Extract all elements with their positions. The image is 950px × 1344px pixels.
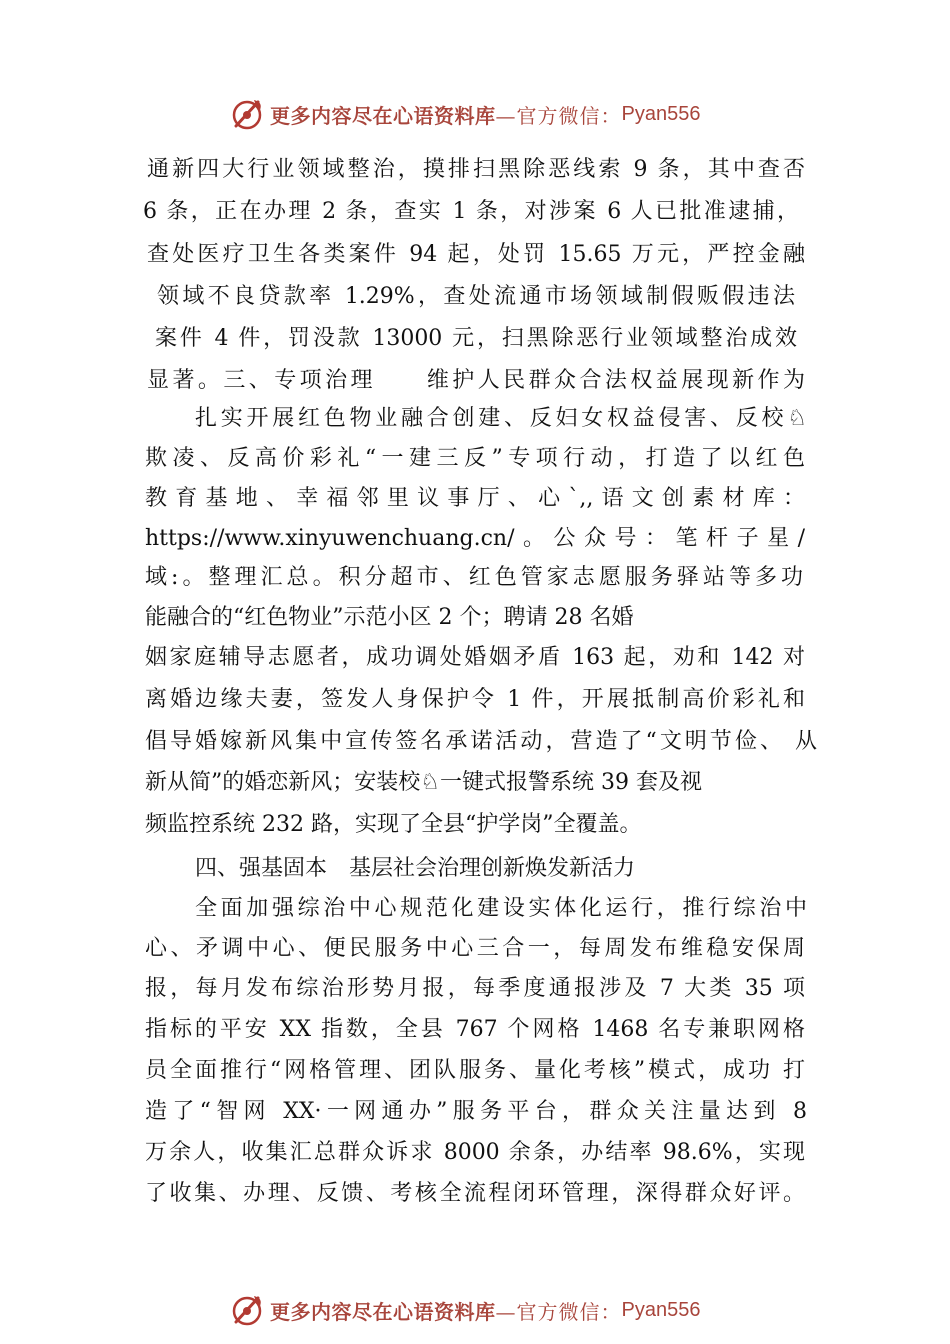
text-line: 万余人，收集汇总群众诉求 8000 余条，办结率 98.6%，实现 <box>145 1140 805 1165</box>
section-heading-3: 显著。三、专项治理 维护人民群众合法权益展现新作为 <box>147 367 805 392</box>
text-line: 6 条，正在办理 2 条，查实 1 条，对涉案 6 人已批准逮捕， <box>143 199 799 224</box>
text-line: 欺凌、反高价彩礼“一建三反”专项行动，打造了以红色 <box>145 446 805 471</box>
text-line: 教育基地、幸福邻里议事厅、心`,,语文创素材库： <box>145 486 805 511</box>
text-line: 倡导婚嫁新风集中宣传签名承诺活动，营造了“文明节俭、 从 <box>145 729 817 754</box>
text-line: 报，每月发布综治形势月报，每季度通报涉及 7 大类 35 项 <box>145 976 805 1001</box>
text-line: 频监控系统 232 路，实现了全县“护学岗”全覆盖。 <box>145 812 642 837</box>
text-line: 新从简”的婚恋新风；安装校♘一键式报警系统 39 套及视 <box>145 770 702 795</box>
watermark-banner-top <box>230 94 700 134</box>
watermark-wechat-id: Pyan556 <box>621 102 701 125</box>
text-line: 指标的平安 XX 指数，全县 767 个网格 1468 名专兼职网格 <box>145 1017 805 1042</box>
text-line: 姻家庭辅导志愿者，成功调处婚姻矛盾 163 起，劝和 142 对 <box>145 645 805 670</box>
text-line: 了收集、办理、反馈、考核全流程闭环管理，深得群众好评。 <box>145 1181 805 1206</box>
watermark-sub-text: —官方微信： <box>495 103 622 128</box>
watermark-banner-bottom <box>230 1290 700 1330</box>
text-line: 心、矛调中心、便民服务中心三合一，每周发布维稳安保周 <box>145 936 805 961</box>
watermark-wechat-id: Pyan556 <box>621 1298 701 1321</box>
watermark-sub-text: —官方微信： <box>495 1299 622 1324</box>
text-line: 案件 4 件，罚没款 13000 元，扫黑除恶行业领域整治成效 <box>155 326 797 351</box>
text-line: https://www.xinyuwenchuang.cn/。公众号：笔杆子星/ <box>145 526 805 551</box>
text-line: 离婚边缘夫妻，签发人身保护令 1 件，开展抵制高价彩礼和 <box>145 687 805 712</box>
watermark-main-text: 更多内容尽在心语资料库 <box>270 1299 496 1324</box>
text-line: 领域不良贷款率 1.29%，查处流通市场领域制假贩假违法 <box>157 284 795 309</box>
quill-seal-icon <box>230 96 266 132</box>
text-line: 造了“智网 XX·一网通办”服务平台，群众关注量达到 8 <box>145 1099 807 1124</box>
watermark-main-text: 更多内容尽在心语资料库 <box>270 103 496 128</box>
quill-seal-icon <box>230 1292 266 1328</box>
text-line: 能融合的“红色物业”示范小区 2 个；聘请 28 名婚 <box>145 605 634 630</box>
text-line: 域:。整理汇总。积分超市、红色管家志愿服务驿站等多功 <box>145 565 803 590</box>
paragraph-first-line: 扎实开展红色物业融合创建、反妇女权益侵害、反校♘ <box>195 406 807 431</box>
section-heading-4: 四、强基固本 基层社会治理创新焕发新活力 <box>195 855 636 880</box>
text-line: 查处医疗卫生各类案件 94 起，处罚 15.65 万元，严控金融 <box>147 242 805 267</box>
text-line: 通新四大行业领域整治，摸排扫黑除恶线索 9 条，其中查否 <box>147 157 805 182</box>
text-line: 员全面推行“网格管理、团队服务、量化考核”模式，成功 打 <box>145 1058 805 1083</box>
paragraph-first-line: 全面加强综治中心规范化建设实体化运行，推行综治中 <box>195 896 807 921</box>
